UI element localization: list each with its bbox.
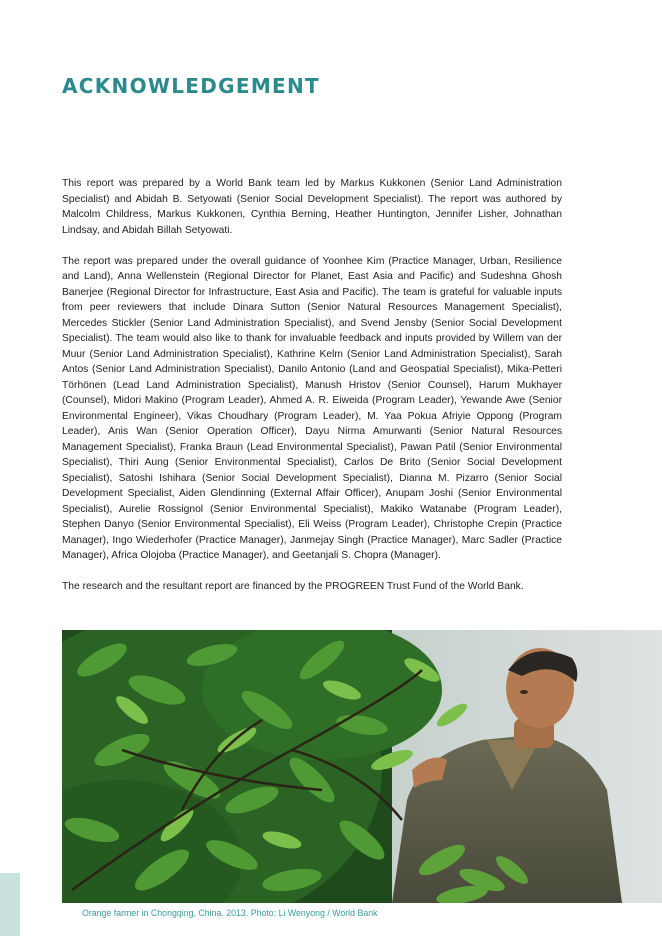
page-edge-bar [0,873,20,936]
paragraph-authors: This report was prepared by a World Bank team led by Markus Kukkonen (Senior Land Administration Specialist) and Abidah B. Setyowati (Senior Social Development Specialist). The report was authored by Malcolm Childress, Markus Kukkonen, Cynthia Berning, Heather Huntington, Jennifer Lisher, Johnathan Lindsay, and Abidah Billah Setyowati. [62,178,562,236]
orange-farmer-photo [62,630,662,903]
acknowledgement-body [62,176,562,595]
paragraph-funding: The research and the resultant report are financed by the PROGREEN Trust Fund of the World Bank. [62,581,524,592]
photo-caption: Orange farmer in Chongqing, China. 2013. Photo: Li Wenyong / World Bank [82,908,378,918]
paragraph-reviewers: The report was prepared under the overall guidance of Yoonhee Kim (Practice Manager, Urban, Resilience and Land), Anna Wellenstein (Regional Director for Planet, East Asia and Pacific) and Sudeshna Ghosh Banerjee (Regional Director for Infrastructure, East Asia and Pacific). The team is grateful for valuable inputs from peer reviewers that include Dinara Sutton (Senior Natural Resources Management Specialist), Mercedes Stickler (Senior Land Administration Specialist), and Svend Jensby (Senior Social Development Specialist). The team would also like to thank for invaluable feedback and inputs provided by Willem van der Muur (Senior Land Administration Specialist), Kathrine Kelm (Senior Land Administration Specialist), Sarah Antos (Senior Land Administration Specialist), Danilo Antonio (Land and Geospatial Specialist), Mika-Petteri Törhönen (Lead Land Administration Specialist), Manush Hristov (Senior Counsel), Harum Mukhayer (Counsel), Midori Makino (Program Leader), Ahmed A. R. Eiweida (Program Leader), Yewande Awe (Senior Environmental Engineer), Vikas Choudhary (Program Leader), M. Yaa Pokua Afriyie Oppong (Program Leader), Anis Wan (Senior Operation Officer), Dayu Nirma Amurwanti (Senior Natural Resources Management Specialist), Franka Braun (Lead Environmental Specialist), Pawan Patil (Senior Environmental Specialist), Thiri Aung (Senior Environmental Specialist), Carlos De Brito (Senior Social Development Specialist), Satoshi Ishihara (Senior Social Development Specialist), Dianna M. Pizarro (Senior Social Development Specialist, Aiden Glendinning (External Affair Officer), Anupam Joshi (Senior Environmental Specialist), Aurelie Rossignol (Senior Environmental Specialist), Makiko Watanabe (Program Leader), Stephen Danyo (Senior Environmental Specialist), Eli Weiss (Program Leader), Christophe Crepin (Practice Manager), Ingo Wiederhofer (Practice Manager), Janmejay Singh (Practice Manager), Marc Sadler (Practice Manager), Africa Olojoba (Practice Manager), and Geetanjali S. Chopra (Manager). [62,255,562,561]
page-title: ACKNOWLEDGEMENT [62,74,320,98]
